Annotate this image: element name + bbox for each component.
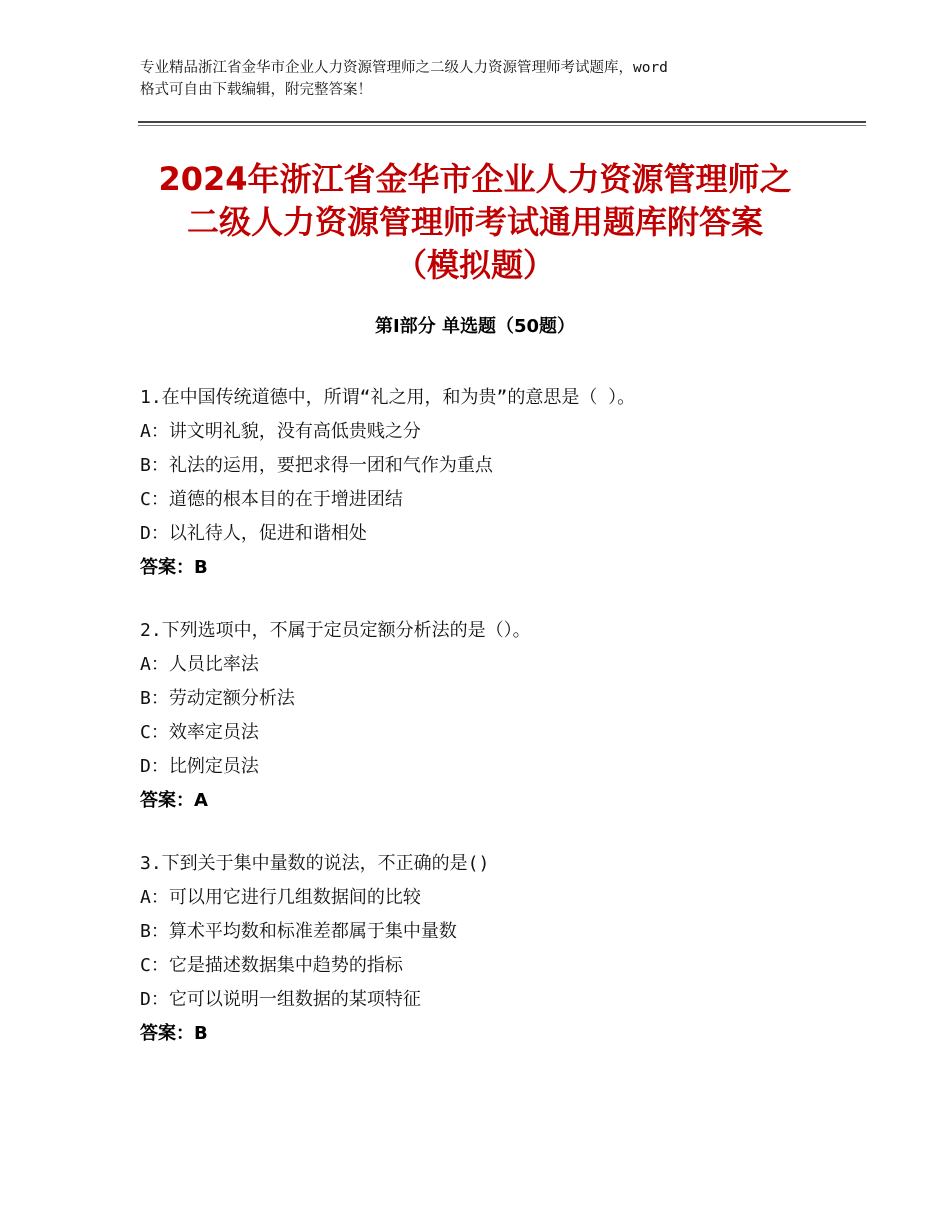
option-c: C：效率定员法 — [140, 722, 259, 743]
option-a: A：可以用它进行几组数据间的比较 — [140, 887, 421, 908]
header-note — [140, 57, 830, 101]
option-a: A：人员比率法 — [140, 654, 259, 675]
option-b: B：劳动定额分析法 — [140, 688, 295, 709]
option-b: B：礼法的运用，要把求得一团和气作为重点 — [140, 455, 493, 476]
option-a: A：讲文明礼貌，没有高低贵贱之分 — [140, 421, 421, 442]
question-1 — [140, 381, 860, 585]
option-c: C：它是描述数据集中趋势的指标 — [140, 955, 403, 976]
document-title — [100, 158, 850, 287]
section-title: 第Ⅰ部分 单选题（50题） — [374, 316, 575, 337]
question-list — [140, 381, 860, 1080]
title-line-2: 二级人力资源管理师考试通用题库附答案 — [186, 203, 763, 241]
question-stem: 3.下到关于集中量数的说法，不正确的是() — [140, 853, 490, 874]
answer: 答案：B — [140, 1023, 208, 1044]
option-d: D：它可以说明一组数据的某项特征 — [140, 989, 421, 1010]
answer: 答案：A — [140, 790, 208, 811]
header-divider-thin — [138, 125, 866, 126]
question-stem: 1.在中国传统道德中，所谓“礼之用，和为贵”的意思是（ ）。 — [140, 387, 636, 408]
question-stem: 2.下列选项中，不属于定员定额分析法的是（）。 — [140, 620, 531, 641]
option-b: B：算术平均数和标准差都属于集中量数 — [140, 921, 457, 942]
title-line-3: （模拟题） — [394, 246, 555, 284]
header-note-line-2: 格式可自由下载编辑，附完整答案！ — [140, 82, 372, 98]
question-2 — [140, 614, 860, 818]
option-d: D：比例定员法 — [140, 756, 259, 777]
header-note-line-1: 专业精品浙江省金华市企业人力资源管理师之二级人力资源管理师考试题库，word — [140, 60, 668, 76]
option-c: C：道德的根本目的在于增进团结 — [140, 489, 403, 510]
option-d: D：以礼待人，促进和谐相处 — [140, 523, 367, 544]
question-3 — [140, 847, 860, 1051]
header-divider-thick — [138, 121, 866, 123]
title-line-1: 2024年浙江省金华市企业人力资源管理师之 — [158, 160, 792, 198]
answer: 答案：B — [140, 557, 208, 578]
